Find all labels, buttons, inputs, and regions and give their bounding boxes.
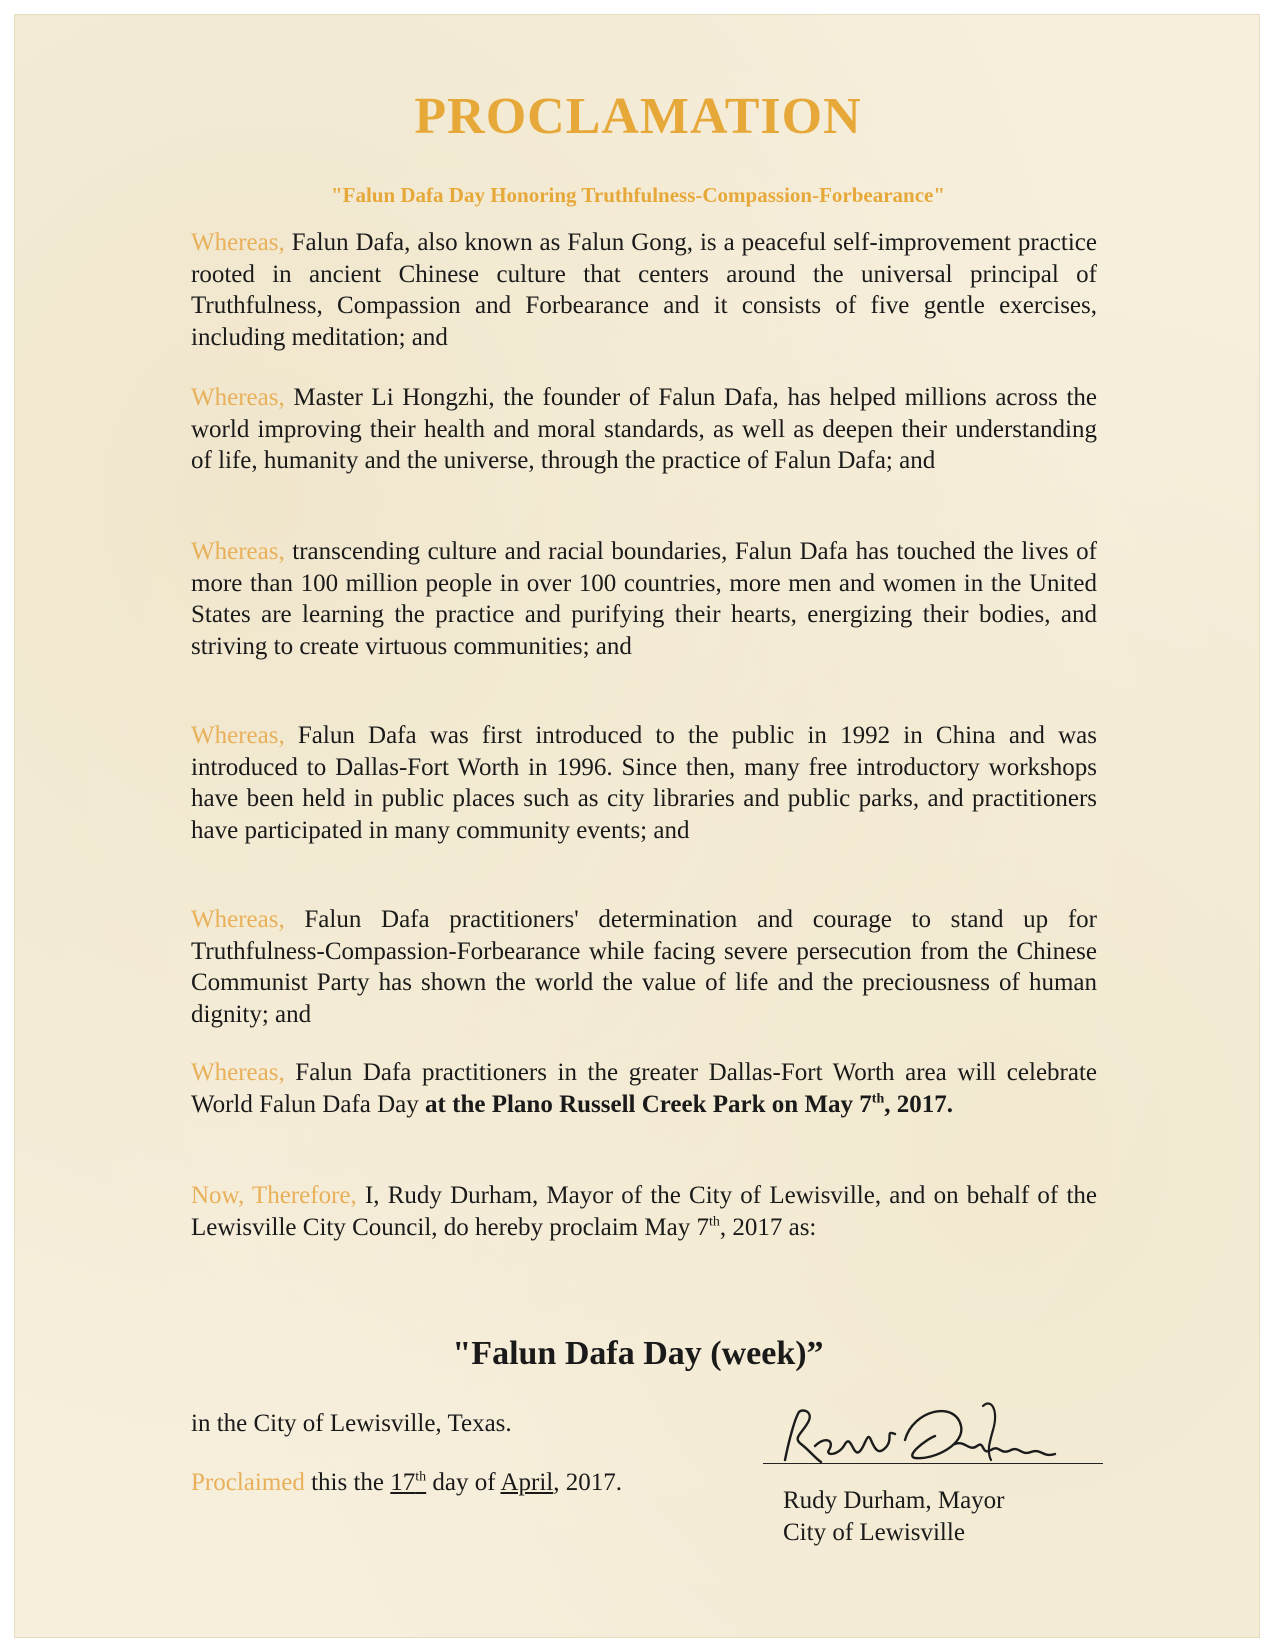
whereas-paragraph-3 xyxy=(191,536,1097,662)
date-text: , 2017. xyxy=(553,1469,622,1496)
day-number xyxy=(390,1469,426,1496)
paragraph-text: Master Li Hongzhi, the founder of Falun Dafa, has helped millions across the world improving their health and moral standards, as well as deepen their understanding of life, humanity and the universe, through the practice of Falun Dafa; and xyxy=(191,384,1097,474)
whereas-paragraph-5 xyxy=(191,904,1097,1030)
month-value: April xyxy=(500,1469,554,1496)
paragraph-text: Falun Dafa, also known as Falun Gong, is a peaceful self-improvement practice rooted in ancient Chinese culture that centers around the universal principal of Truthfulness, Compassion and Forbearance and it consists of five gentle exercises, including meditation; and xyxy=(191,229,1097,351)
therefore-paragraph xyxy=(191,1180,1097,1243)
ordinal-suffix: th xyxy=(708,1214,720,1230)
city-line: in the City of Lewisville, Texas. xyxy=(191,1410,512,1437)
whereas-paragraph-4 xyxy=(191,720,1097,846)
whereas-paragraph-2 xyxy=(191,382,1097,477)
whereas-lead: Whereas, xyxy=(191,906,285,933)
date-text: this the xyxy=(304,1469,391,1496)
day-value: 17 xyxy=(390,1469,416,1496)
paragraph-text: Falun Dafa was first introduced to the public in 1992 in China and was introduced to Dallas-Fort Worth in 1996. Since then, many free introductory workshops have been held in public places such as city libraries and public parks, and practitioners have participated in many community events; and xyxy=(191,722,1097,844)
whereas-lead: Whereas, xyxy=(191,722,285,749)
signer-name-title: Rudy Durham, Mayor xyxy=(783,1487,1005,1514)
signer-block xyxy=(783,1485,1005,1549)
document-title: PROCLAMATION xyxy=(414,88,862,145)
whereas-lead: Whereas, xyxy=(191,229,285,256)
therefore-lead: Now, Therefore, xyxy=(191,1182,357,1209)
paragraph-text-end: , 2017 as: xyxy=(719,1213,817,1241)
whereas-lead: Whereas, xyxy=(191,1059,285,1086)
signer-city: City of Lewisville xyxy=(783,1519,965,1546)
date-text: day of xyxy=(426,1469,501,1496)
proclaimed-lead: Proclaimed xyxy=(191,1469,305,1496)
event-location-date: at the Plano Russell Creek Park on May 7 xyxy=(425,1090,872,1118)
document-subtitle: "Falun Dafa Day Honoring Truthfulness-Compassion-Forbearance" xyxy=(330,183,946,207)
whereas-paragraph-6 xyxy=(191,1057,1097,1120)
signature-line xyxy=(763,1463,1103,1464)
paragraph-text: transcending culture and racial boundaries, Falun Dafa has touched the lives of more than 100 million people in over 100 countries, more men and women in the United States are learning the practice and purifying their hearts, energizing their bodies, and striving to create virtuous communities; and xyxy=(191,538,1097,660)
ordinal-suffix: th xyxy=(415,1469,427,1485)
event-year: , 2017. xyxy=(884,1090,953,1118)
whereas-paragraph-1 xyxy=(191,227,1097,353)
ordinal-suffix: th xyxy=(871,1091,885,1107)
mayor-signature xyxy=(755,1400,1105,1480)
proclamation-document xyxy=(14,14,1260,1638)
proclaimed-day-title: "Falun Dafa Day (week)” xyxy=(452,1335,824,1372)
whereas-lead: Whereas, xyxy=(191,538,285,565)
paragraph-text: Falun Dafa practitioners' determination and courage to stand up for Truthfulness-Compassion-Forbearance while facing severe persecution from the Chinese Communist Party has shown the world the value of life and the preciousness of human dignity; and xyxy=(191,906,1097,1028)
paragraph-text: Falun Dafa practitioners in the greater Dallas-Fort Worth area will celebrate World Falun Dafa Day xyxy=(191,1059,1097,1118)
paragraph-text: I, Rudy Durham, Mayor of the City of Lewisville, and on behalf of the Lewisville City Council, do hereby proclaim May 7 xyxy=(191,1182,1097,1241)
whereas-lead: Whereas, xyxy=(191,384,285,411)
